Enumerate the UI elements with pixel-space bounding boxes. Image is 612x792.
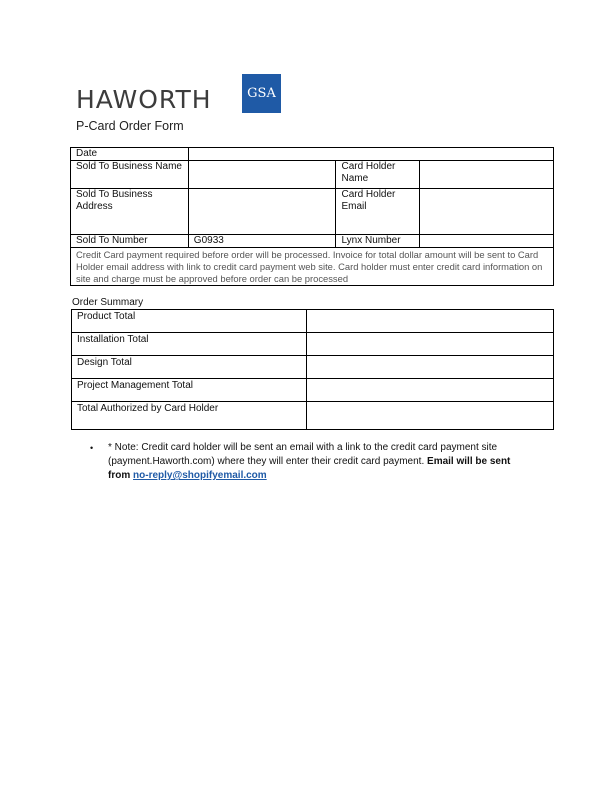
sold-to-number-label: Sold To Number <box>71 235 189 248</box>
note-prefix: * Note: Credit card holder will be sent an email with a link to the credit card payment site (payment.Haworth.com) where they will enter their credit card payment. <box>108 442 498 467</box>
date-field[interactable] <box>188 148 553 161</box>
table-row <box>72 356 554 379</box>
installation-total-label: Installation Total <box>72 333 307 356</box>
sold-to-number-value[interactable]: G0933 <box>188 235 336 248</box>
sold-to-address-label: Sold To Business Address <box>71 189 189 235</box>
design-total-label: Design Total <box>72 356 307 379</box>
card-holder-email-field[interactable] <box>420 189 554 235</box>
card-holder-name-field[interactable] <box>420 161 554 189</box>
table-row <box>71 235 554 248</box>
bullet-icon: • <box>90 443 94 453</box>
project-management-total-label: Project Management Total <box>72 379 307 402</box>
payment-note: Credit Card payment required before order will be processed. Invoice for total dollar amount will be sent to Card Holder email address with link to credit card payment web site. Card holder must enter credit card information on site and charge must be approved before order can be processed <box>71 248 554 286</box>
card-holder-email-label: Card Holder Email <box>336 189 420 235</box>
design-total-field[interactable] <box>306 356 553 379</box>
sold-to-address-field[interactable] <box>188 189 336 235</box>
haworth-logo: HAWORTH <box>76 85 212 114</box>
total-authorized-label: Total Authorized by Card Holder <box>72 402 307 430</box>
card-holder-name-label: Card Holder Name <box>336 161 420 189</box>
email-link[interactable]: no-reply@shopifyemail.com <box>133 470 267 481</box>
note-block <box>92 441 532 483</box>
note-bold: Email will be sent from <box>108 456 511 481</box>
table-row <box>71 148 554 161</box>
table-row <box>72 379 554 402</box>
lynx-number-label: Lynx Number <box>336 235 420 248</box>
table-row <box>71 161 554 189</box>
total-authorized-field[interactable] <box>306 402 553 430</box>
installation-total-field[interactable] <box>306 333 553 356</box>
note-text <box>92 441 532 483</box>
sold-to-name-field[interactable] <box>188 161 336 189</box>
project-management-total-field[interactable] <box>306 379 553 402</box>
table-row <box>72 402 554 430</box>
product-total-field[interactable] <box>306 310 553 333</box>
table-row <box>71 189 554 235</box>
order-summary-table <box>71 309 554 430</box>
product-total-label: Product Total <box>72 310 307 333</box>
table-row <box>71 248 554 286</box>
order-summary-label: Order Summary <box>72 297 144 308</box>
table-row <box>72 333 554 356</box>
lynx-number-field[interactable] <box>420 235 554 248</box>
gsa-logo-text: GSA <box>247 86 276 101</box>
gsa-logo <box>242 74 281 113</box>
sold-to-name-label: Sold To Business Name <box>71 161 189 189</box>
date-label: Date <box>71 148 189 161</box>
form-title: P-Card Order Form <box>76 119 184 133</box>
table-row <box>72 310 554 333</box>
info-table <box>70 147 554 286</box>
